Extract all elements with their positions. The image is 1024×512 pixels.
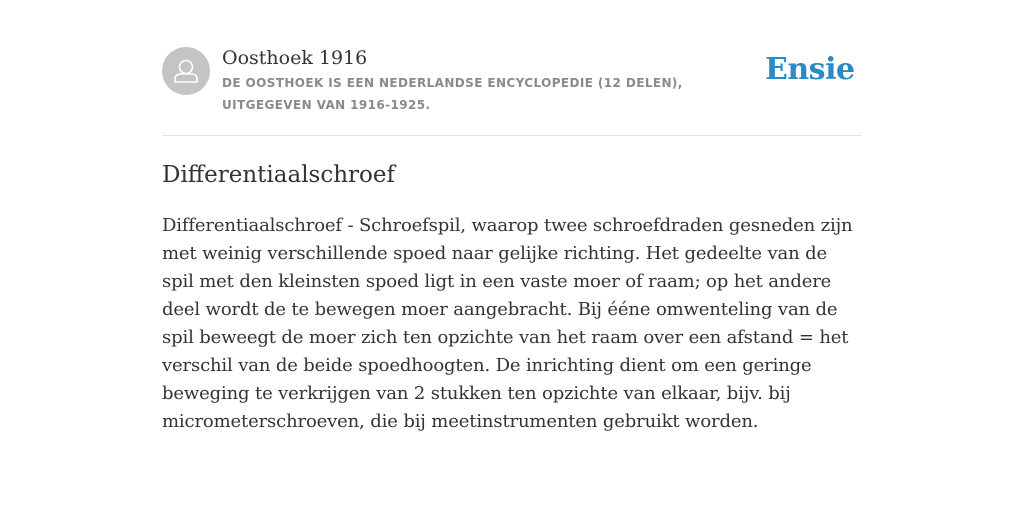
brand-logo[interactable]: Ensie [765, 52, 855, 87]
header-divider [162, 135, 862, 136]
entry-body: Differentiaalschroef - Schroefspil, waarop twee schroefdraden gesneden zijn met weinig verschillende spoed naar gelijke richting. Het gedeelte van de spil met den kleinsten spoed ligt in een vaste moer of raam; op het andere deel wordt de te bewegen moer aangebracht. Bij ééne omwenteling van de spil beweegt de moer zich ten opzichte van het raam over een afstand = het verschil van de beide spoedhoogten. De inrichting dient om een geringe beweging te verkrijgen van 2 stukken ten opzichte van elkaar, bijv. bij micrometerschroeven, die bij meetinstrumenten gebruikt worden. [162, 215, 853, 432]
source-name[interactable]: Oosthoek 1916 [222, 47, 368, 69]
source-header [162, 46, 862, 116]
entry-card [162, 0, 862, 512]
user-avatar-icon[interactable] [162, 47, 210, 95]
entry-title: Differentiaalschroef [162, 162, 396, 188]
source-description: DE OOSTHOEK IS EEN NEDERLANDSE ENCYCLOPEDIE (12 DELEN), UITGEGEVEN VAN 1916-1925. [222, 76, 683, 112]
